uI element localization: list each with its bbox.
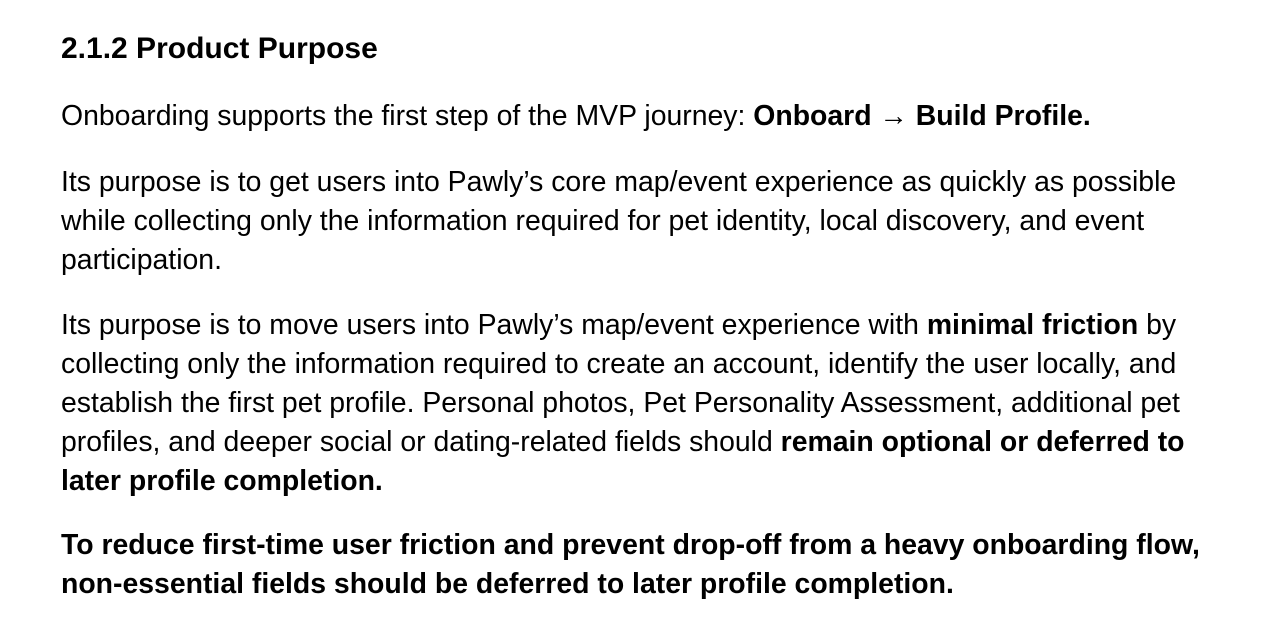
purpose-2-line-1-tail: by [1138,309,1177,341]
journey-paragraph [61,97,1241,136]
journey-steps: Onboard → Build Profile. [753,100,1091,132]
purpose-2-line-1-text: Its purpose is to move users into Pawly’s map/event experience with [61,309,927,341]
optional-deferred-emphasis: remain optional or deferred to [780,426,1185,458]
later-completion-emphasis: later profile completion. [61,465,383,497]
summary-line-1: To reduce first-time user friction and prevent drop-off from a heavy onboarding flow, [61,529,1200,561]
purpose-1-line-3: participation. [61,244,222,276]
purpose-1-line-2: while collecting only the information required for pet identity, local discovery, and event [61,205,1145,237]
purpose-2-line-2: collecting only the information required to create an account, identify the user locally, and [61,348,1177,380]
purpose-1-line-1: Its purpose is to get users into Pawly’s core map/event experience as quickly as possible [61,166,1177,198]
section-heading: 2.1.2 Product Purpose [61,32,378,65]
purpose-2-line-5 [61,462,1241,501]
purpose-2-line-3: establish the first pet profile. Personal photos, Pet Personality Assessment, additional pet [61,387,1180,419]
minimal-friction-emphasis: minimal friction [926,309,1139,341]
purpose-2-line-1 [61,306,1241,345]
journey-text: Onboarding supports the first step of the MVP journey: [61,100,754,132]
purpose-2-line-4 [61,423,1241,462]
summary-line-2: non-essential fields should be deferred to later profile completion. [61,568,954,600]
purpose-paragraph-1 [61,163,1241,280]
purpose-paragraph-2 [61,306,1241,501]
purpose-2-line-4-text: profiles, and deeper social or dating-related fields should [61,426,781,458]
friction-summary-paragraph [61,526,1241,604]
